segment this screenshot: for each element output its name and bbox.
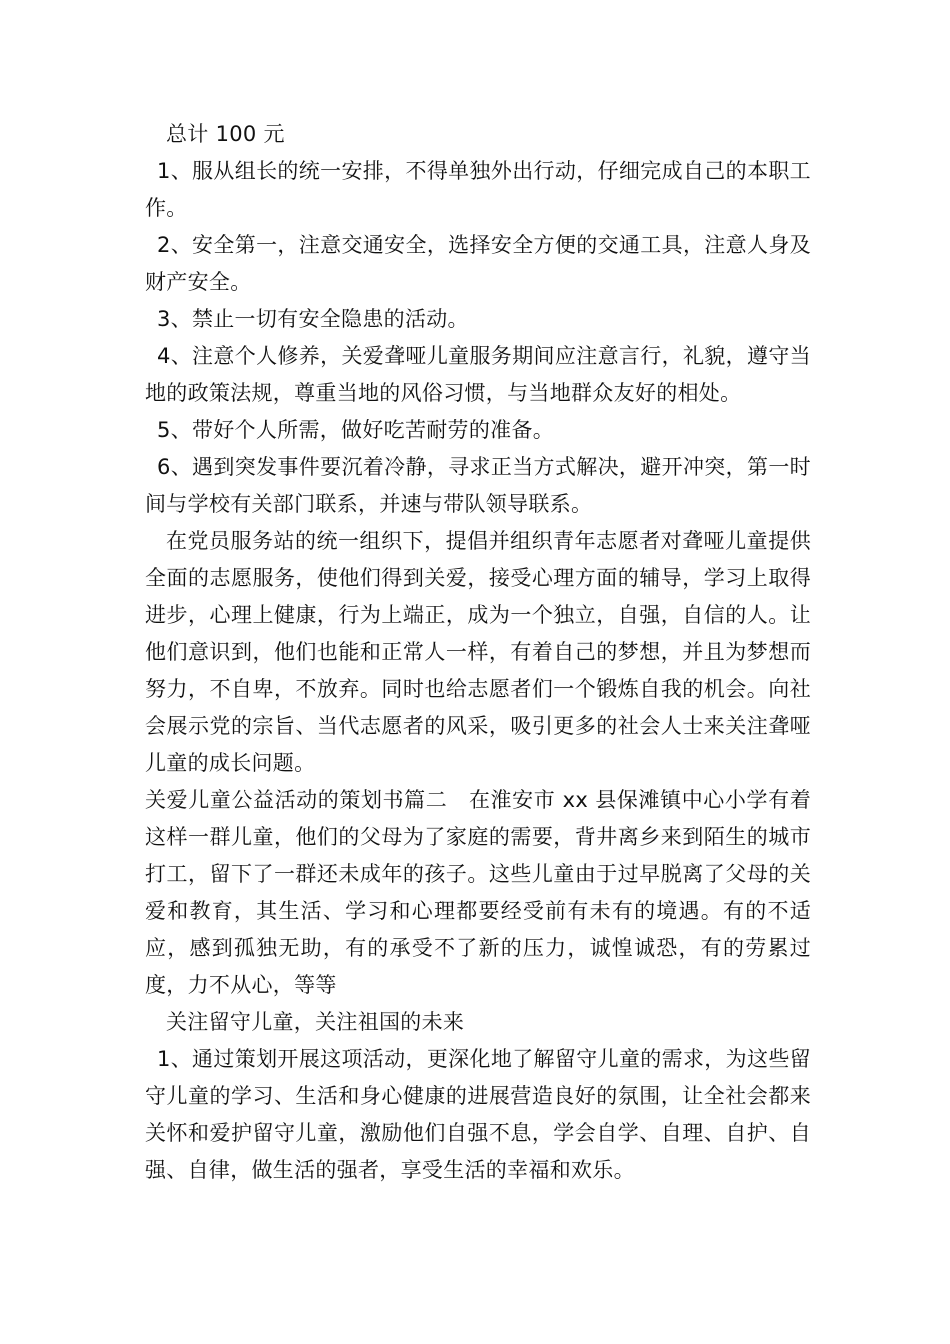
goal-paragraph: 1、通过策划开展这项活动，更深化地了解留守儿童的需求，为这些留守儿童的学习、生活和身心健康的进展营造良好的氛围，让全社会都来关怀和爱护留守儿童，激励他们自强不息，学会自学、自理、自护、自强、自律，做生活的强者，享受生活的幸福和欢乐。 [145, 1047, 811, 1182]
rule-item-5: 5、带好个人所需，做好吃苦耐劳的准备。 [157, 418, 555, 442]
purpose-paragraph: 在党员服务站的统一组织下，提倡并组织青年志愿者对聋哑儿童提供全面的志愿服务，使他们得到关爱，接受心理方面的辅导，学习上取得进步，心理上健康，行为上端正，成为一个独立，自强，自信的人。让他们意识到，他们也能和正常人一样，有着自己的梦想，并且为梦想而努力，不自卑，不放弃。同时也给志愿者们一个锻炼自我的机会。向社会展示党的宗旨、当代志愿者的风采，吸引更多的社会人士来关注聋哑儿童的成长问题。 [145, 529, 811, 775]
rule-item-2: 2、安全第一，注意交通安全，选择安全方便的交通工具，注意人身及财产安全。 [145, 233, 811, 294]
theme-line: 关注留守儿童，关注祖国的未来 [166, 1010, 465, 1034]
rule-item-6: 6、遇到突发事件要沉着冷静，寻求正当方式解决，避开冲突，第一时间与学校有关部门联系，并速与带队领导联系。 [145, 455, 811, 516]
rule-item-1: 1、服从组长的统一安排，不得单独外出行动，仔细完成自己的本职工作。 [145, 159, 811, 220]
rule-item-3: 3、禁止一切有安全隐患的活动。 [157, 307, 469, 331]
total-line: 总计 100 元 [166, 122, 285, 146]
rule-item-4: 4、注意个人修养，关爱聋哑儿童服务期间应注意言行，礼貌，遵守当地的政策法规，尊重当地的风俗习惯，与当地群众友好的相处。 [145, 344, 811, 405]
section-two-paragraph: 关爱儿童公益活动的策划书篇二 在淮安市 xx 县保滩镇中心小学有着这样一群儿童，他们的父母为了家庭的需要，背井离乡来到陌生的城市打工，留下了一群还未成年的孩子。这些儿童由于过早脱离了父母的关爱和教育，其生活、学习和心理都要经受前有未有的境遇。有的不适应，感到孤独无助，有的承受不了新的压力，诚惶诚恐，有的劳累过度，力不从心，等等 [145, 788, 811, 997]
document-body [145, 116, 811, 1189]
